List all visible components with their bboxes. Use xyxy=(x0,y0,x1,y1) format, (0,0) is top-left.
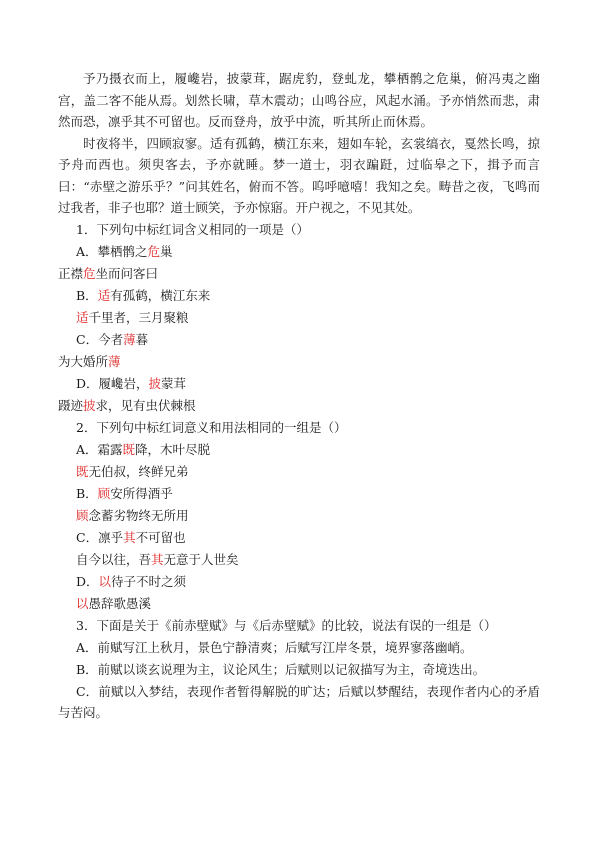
q1-option-b-line1: B．适有孤鹤，横江东来 xyxy=(76,287,211,303)
highlight-word: 披 xyxy=(83,397,96,413)
highlight-word: 以 xyxy=(76,595,89,611)
highlight-word: 适 xyxy=(76,309,89,325)
highlight-word: 既 xyxy=(76,463,89,479)
highlight-word: 披 xyxy=(148,375,162,391)
highlight-word: 以 xyxy=(98,573,112,589)
highlight-word: 危 xyxy=(83,265,96,281)
highlight-word: 顾 xyxy=(76,507,89,523)
highlight-word: 薄 xyxy=(123,331,136,347)
highlight-word: 其 xyxy=(151,551,164,567)
question-1-stem: 1．下列句中标红词含义相同的一项是（） xyxy=(76,221,309,237)
q1-option-d-line1: D．履巉岩，披蒙茸 xyxy=(76,375,187,391)
q3-option-c: C．前赋以入梦结，表现作者暂得解脱的旷达；后赋以梦醒结，表现作者内心的矛盾与苦闷。 xyxy=(58,683,540,720)
question-2-stem: 2．下列句中标红词意义和用法相同的一组是（） xyxy=(76,419,347,435)
q2-option-c-line1: C．凛乎其不可留也 xyxy=(76,529,186,545)
question-3-stem: 3．下面是关于《前赤壁赋》与《后赤壁赋》的比较，说法有误的一组是（） xyxy=(76,617,497,633)
passage-paragraph-1: 予乃摄衣而上，履巉岩，披蒙茸，踞虎豹，登虬龙，攀栖鹘之危巢，俯冯夷之幽宫，盖二客不能从焉。划然长啸，草木震动；山鸣谷应，风起水涌。予亦悄然而悲，肃然而恐，凛乎其不可留也。反而登舟，放乎中流，听其所止而休焉。 xyxy=(58,71,540,129)
highlight-word: 危 xyxy=(147,243,161,259)
passage-paragraph-2: 时夜将半，四顾寂寥。适有孤鹤，横江东来，翅如车轮，玄裳缟衣，戛然长鸣，掠予舟而西也。须臾客去，予亦就睡。梦一道士，羽衣蹁跹，过临皋之下，揖予而言曰：“赤壁之游乐乎？”问其姓名，俯而不答。呜呼噫嘻！我知之矣。畴昔之夜，飞鸣而过我者，非子也耶？道士顾笑，予亦惊寤。开户视之，不见其处。 xyxy=(58,135,540,215)
q2-option-c-line2: 自今以往，吾其无意于人世矣 xyxy=(76,551,239,567)
q2-option-b-line2: 顾念蓄劣物终无所用 xyxy=(76,507,189,523)
q1-option-c-line2: 为大婚所薄 xyxy=(58,353,121,369)
q3-option-a: A．前赋写江上秋月，景色宁静清爽；后赋写江岸冬景，境界寥落幽峭。 xyxy=(76,639,473,655)
highlight-word: 既 xyxy=(122,441,136,457)
q2-option-a-line2: 既无伯叔，终鲜兄弟 xyxy=(76,463,189,479)
q2-option-b-line1: B．顾安所得酒乎 xyxy=(76,485,173,501)
q2-option-a-line1: A．霜露既降，木叶尽脱 xyxy=(76,441,211,457)
document-page xyxy=(58,68,540,724)
highlight-word: 其 xyxy=(123,529,136,545)
q2-option-d-line2: 以愚辞歌愚溪 xyxy=(76,595,152,611)
highlight-word: 薄 xyxy=(108,353,121,369)
highlight-word: 适 xyxy=(97,287,111,303)
q3-option-b: B．前赋以谈玄说理为主，议论风生；后赋则以记叙描写为主，奇境迭出。 xyxy=(76,661,486,677)
q1-option-c-line1: C．今者薄暮 xyxy=(76,331,149,347)
highlight-word: 顾 xyxy=(97,485,111,501)
q2-option-d-line1: D．以待子不时之须 xyxy=(76,573,187,589)
q1-option-a-line1: A．攀栖鹘之危巢 xyxy=(76,243,173,259)
q1-option-b-line2: 适千里者，三月聚粮 xyxy=(76,309,189,325)
q1-option-a-line2: 正襟危坐而问客曰 xyxy=(58,265,159,281)
q1-option-d-line2: 蹑迹披求，见有虫伏棘根 xyxy=(58,397,196,413)
